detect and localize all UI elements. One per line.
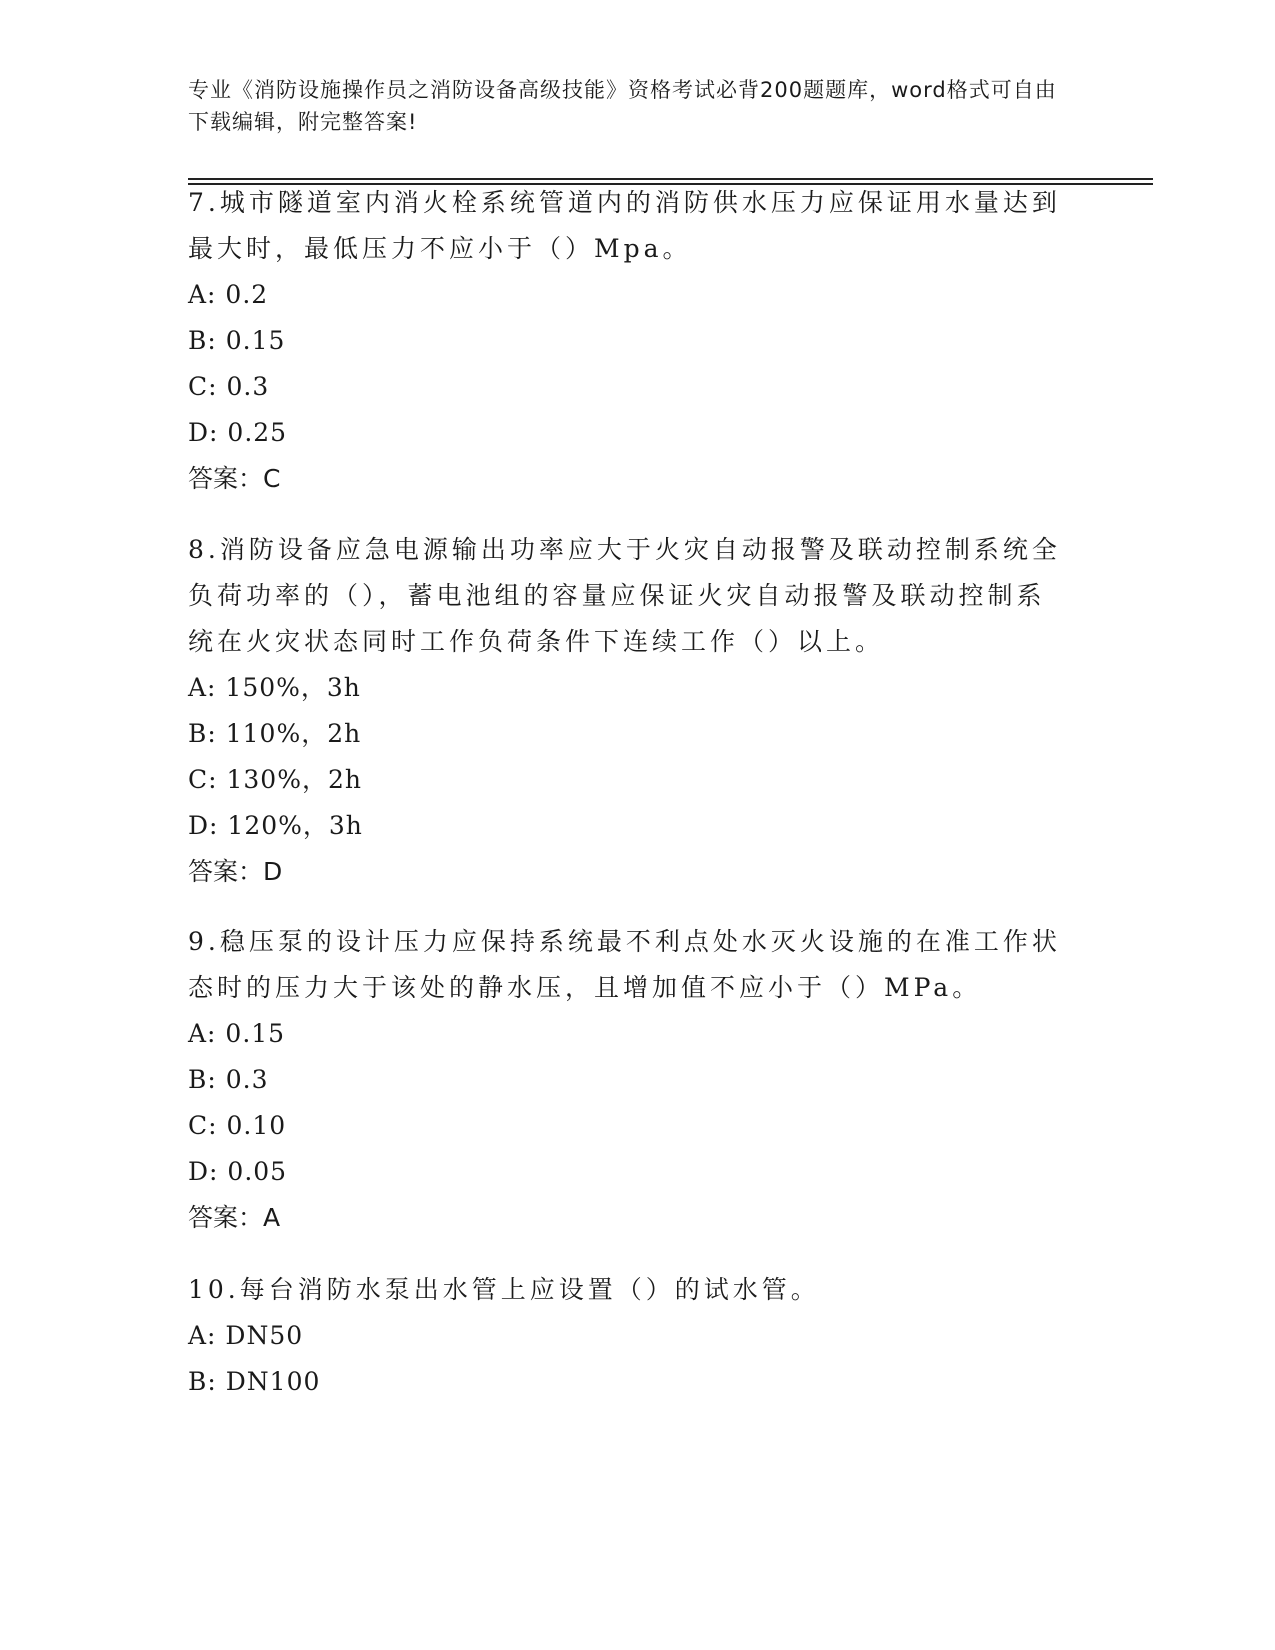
question-stem: 10.每台消防水泵出水管上应设置（）的试水管。	[188, 1275, 820, 1304]
option-c: C: 0.10	[188, 1111, 287, 1140]
option-c: C: 130%，2h	[188, 765, 362, 794]
question-8	[188, 527, 1068, 895]
option-b: B: DN100	[188, 1367, 321, 1396]
question-stem: 7.城市隧道室内消火栓系统管道内的消防供水压力应保证用水量达到最大时，最低压力不应小于（）Mpa。	[188, 188, 1061, 263]
question-stem: 9.稳压泵的设计压力应保持系统最不利点处水灭火设施的在准工作状态时的压力大于该处的静水压，且增加值不应小于（）MPa。	[188, 927, 1061, 1002]
question-7	[188, 180, 1068, 502]
question-stem: 8.消防设备应急电源输出功率应大于火灾自动报警及联动控制系统全负荷功率的（），蓄电池组的容量应保证火灾自动报警及联动控制系统在火灾状态同时工作负荷条件下连续工作（）以上。	[188, 535, 1061, 656]
option-b: B: 0.15	[188, 326, 286, 355]
option-d: D: 0.05	[188, 1157, 288, 1186]
option-d: D: 120%，3h	[188, 811, 363, 840]
option-a: A: DN50	[188, 1321, 304, 1350]
question-9	[188, 919, 1068, 1241]
option-a: A: 0.15	[188, 1019, 286, 1048]
question-10	[188, 1267, 1068, 1405]
option-a: A: 0.2	[188, 280, 269, 309]
option-b: B: 0.3	[188, 1065, 269, 1094]
answer: 答案：D	[188, 857, 283, 886]
answer: 答案：A	[188, 1203, 281, 1232]
document-intro: 专业《消防设施操作员之消防设备高级技能》资格考试必背200题题库，word格式可自由下载编辑，附完整答案!	[188, 78, 1057, 134]
option-b: B: 110%，2h	[188, 719, 362, 748]
option-c: C: 0.3	[188, 372, 270, 401]
option-a: A: 150%，3h	[188, 673, 361, 702]
option-d: D: 0.25	[188, 418, 288, 447]
answer: 答案：C	[188, 464, 281, 493]
